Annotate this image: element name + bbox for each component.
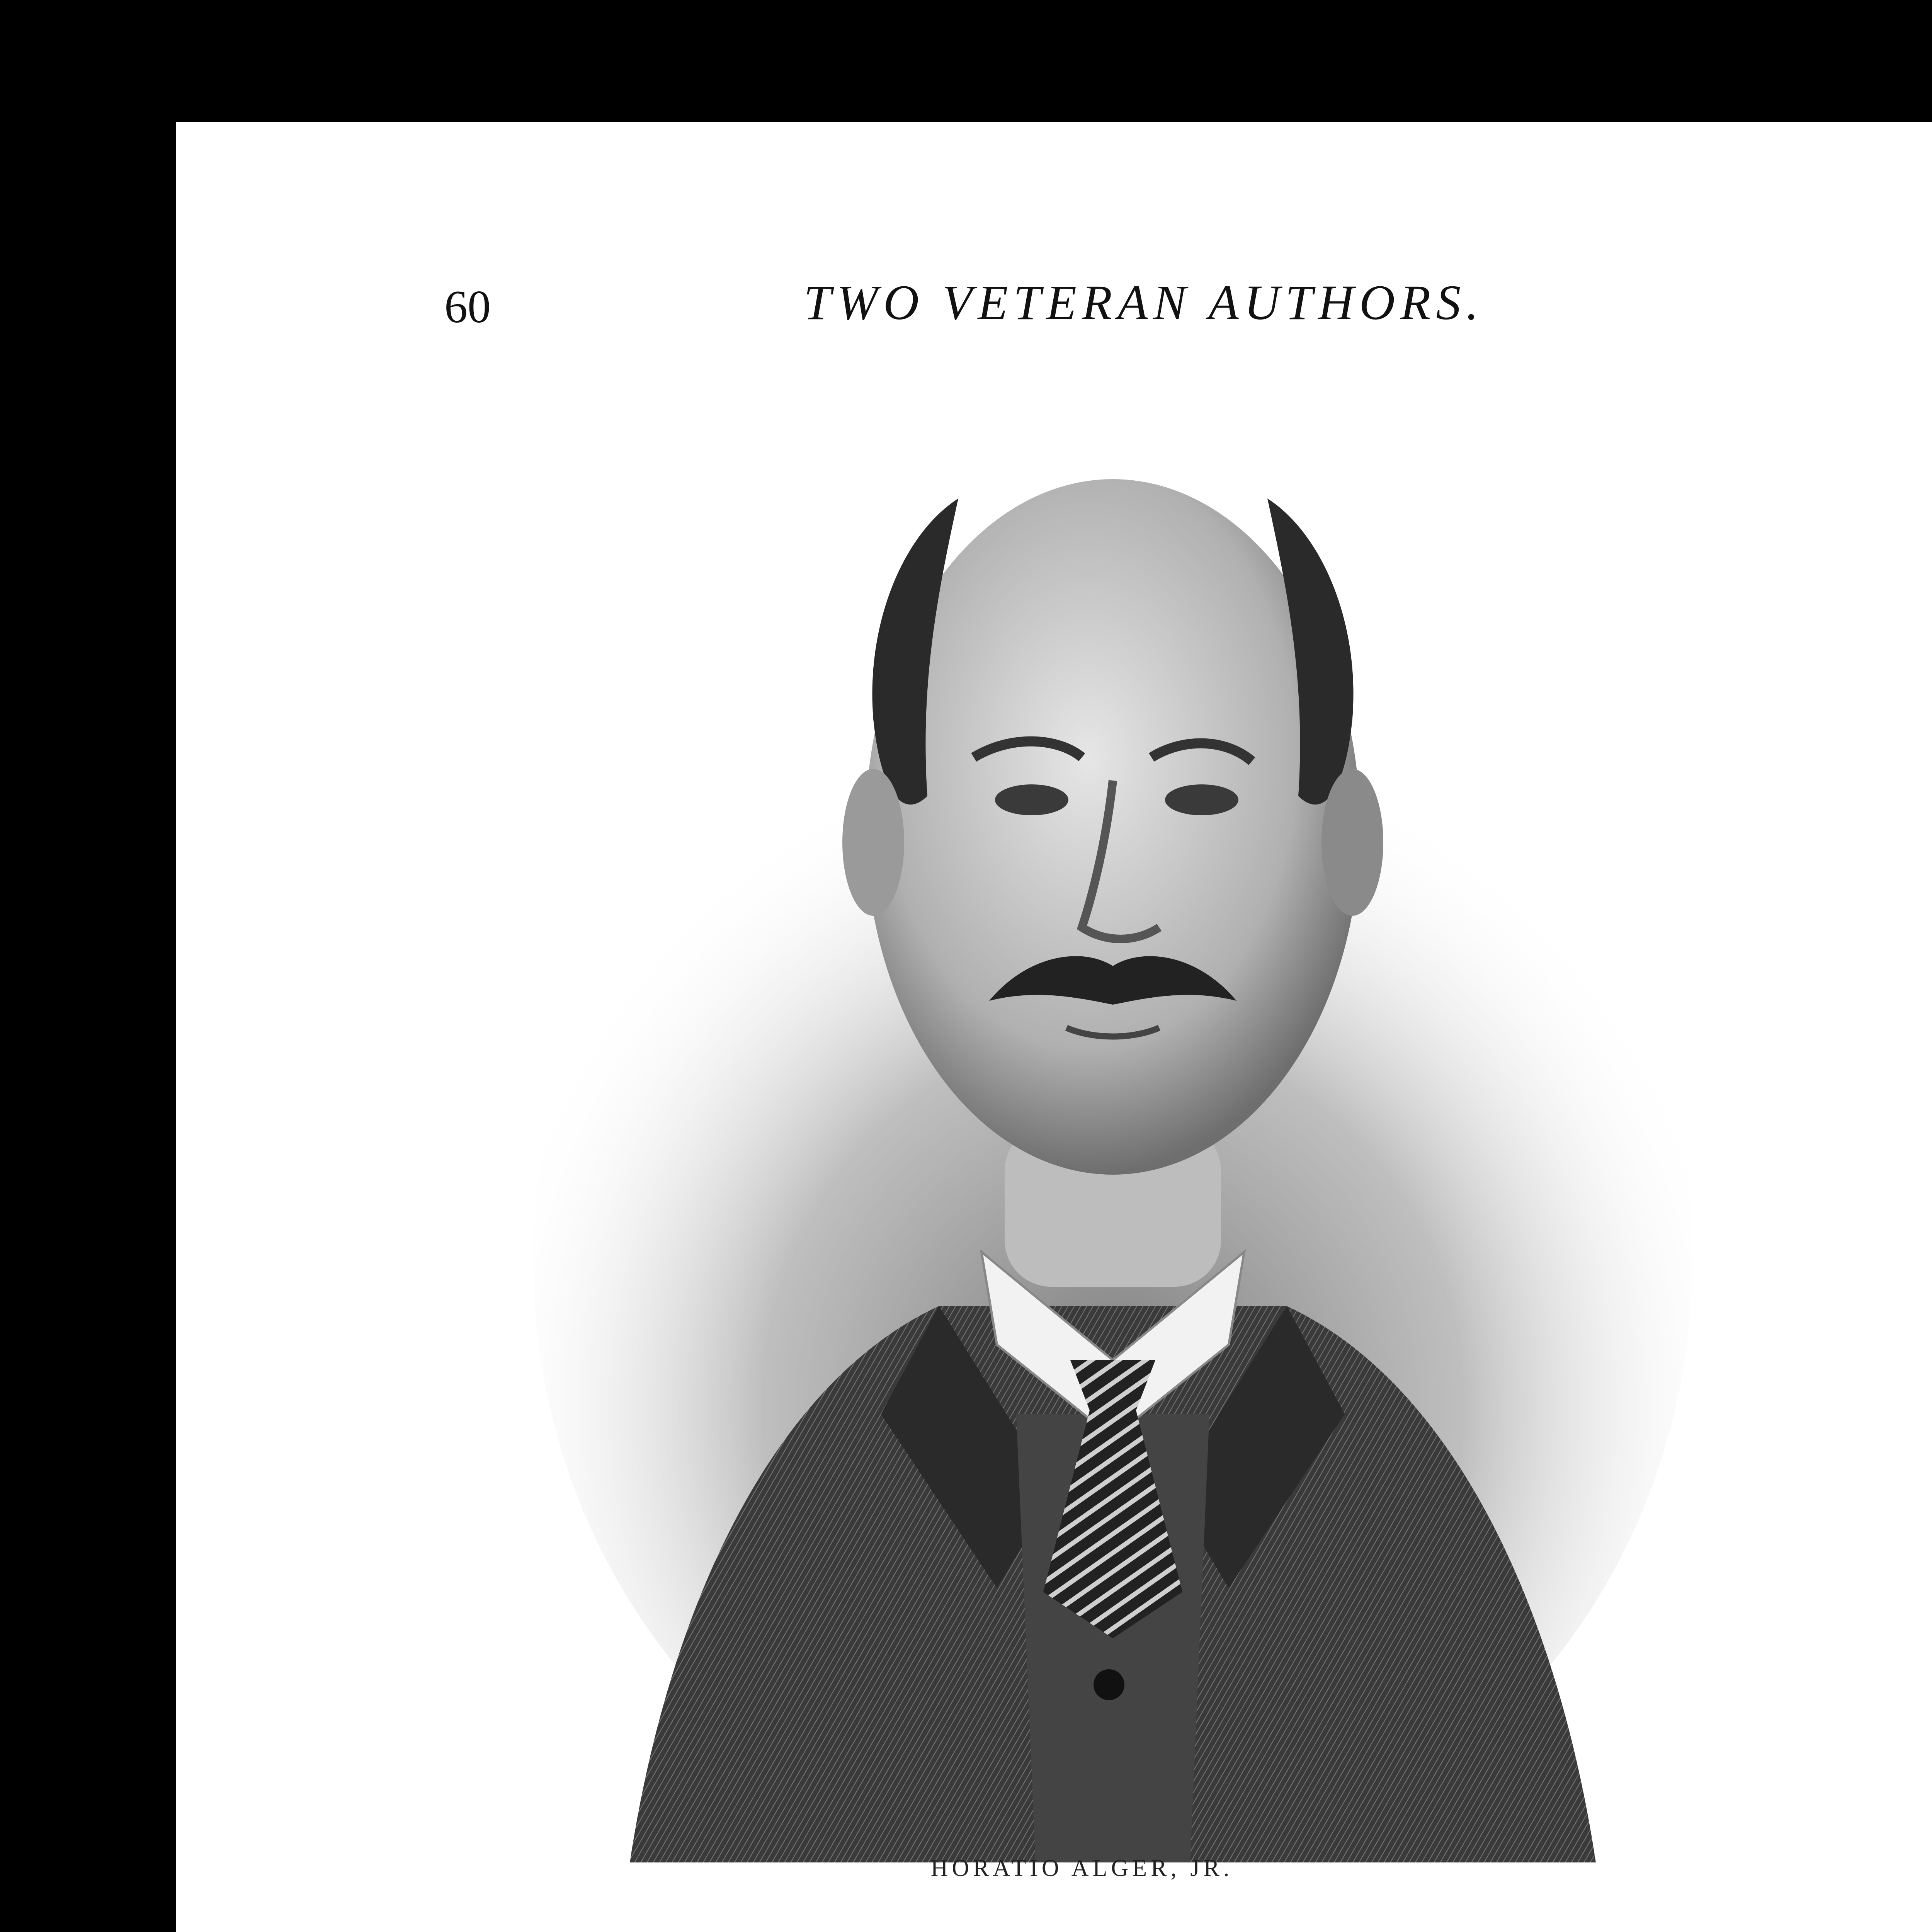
eye-right <box>1165 784 1238 815</box>
running-head: TWO VETERAN AUTHORS. <box>804 275 1484 330</box>
page-number: 60 <box>444 281 491 332</box>
ear-right <box>1321 769 1383 916</box>
portrait-caption: HORATIO ALGER, JR. <box>930 1855 1233 1881</box>
vest-button <box>1094 1669 1124 1700</box>
eye-left <box>995 784 1068 815</box>
portrait-engraving <box>533 371 1692 1862</box>
ear-left <box>842 769 904 916</box>
